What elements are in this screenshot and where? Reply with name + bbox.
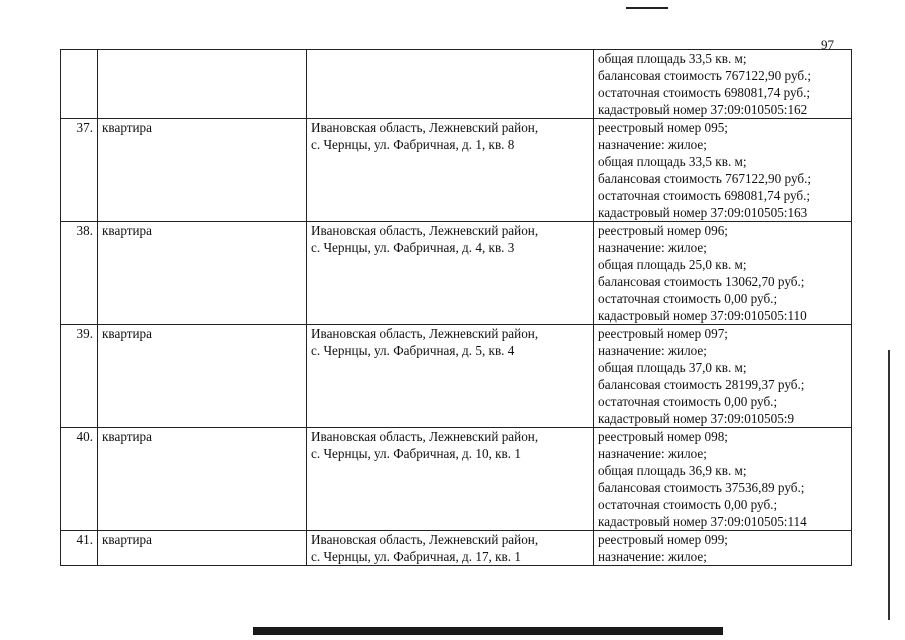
detail-line: кадастровый номер 37:09:010505:110	[598, 308, 807, 323]
detail-line: общая площадь 33,5 кв. м;	[598, 154, 747, 169]
details-cell	[594, 531, 852, 566]
detail-line: кадастровый номер 37:09:010505:114	[598, 514, 807, 529]
detail-line: реестровый номер 095;	[598, 120, 728, 135]
object-type: квартира	[98, 119, 307, 222]
address-line: с. Чернцы, ул. Фабричная, д. 17, кв. 1	[311, 549, 521, 564]
detail-line: реестровый номер 098;	[598, 429, 728, 444]
detail-line: балансовая стоимость 13062,70 руб.;	[598, 274, 805, 289]
table-row	[61, 531, 852, 566]
object-type: квартира	[98, 531, 307, 566]
detail-line: балансовая стоимость 37536,89 руб.;	[598, 480, 805, 495]
address-cell	[307, 222, 594, 325]
table-row	[61, 428, 852, 531]
address-cell	[307, 50, 594, 119]
object-type: квартира	[98, 325, 307, 428]
detail-line: реестровый номер 096;	[598, 223, 728, 238]
table-row	[61, 325, 852, 428]
address-cell	[307, 119, 594, 222]
address-line: Ивановская область, Лежневский район,	[311, 120, 539, 135]
row-number: 40.	[61, 428, 98, 531]
detail-line: остаточная стоимость 0,00 руб.;	[598, 394, 778, 409]
detail-line: общая площадь 25,0 кв. м;	[598, 257, 747, 272]
property-table-body	[61, 50, 852, 566]
details-cell	[594, 119, 852, 222]
address-cell	[307, 428, 594, 531]
details-cell	[594, 428, 852, 531]
address-cell	[307, 531, 594, 566]
detail-line: назначение: жилое;	[598, 343, 707, 358]
detail-line: кадастровый номер 37:09:010505:9	[598, 411, 795, 426]
scan-top-line	[626, 7, 668, 9]
object-type: квартира	[98, 222, 307, 325]
address-cell	[307, 325, 594, 428]
table-row	[61, 222, 852, 325]
detail-line: общая площадь 37,0 кв. м;	[598, 360, 747, 375]
object-type	[98, 50, 307, 119]
details-cell	[594, 222, 852, 325]
scan-right-edge-mark	[888, 350, 890, 620]
address-line: Ивановская область, Лежневский район,	[311, 326, 539, 341]
address-line: Ивановская область, Лежневский район,	[311, 429, 539, 444]
detail-line: балансовая стоимость 28199,37 руб.;	[598, 377, 805, 392]
details-cell	[594, 50, 852, 119]
detail-line: назначение: жилое;	[598, 549, 707, 564]
row-number: 37.	[61, 119, 98, 222]
address-line: с. Чернцы, ул. Фабричная, д. 4, кв. 3	[311, 240, 515, 255]
detail-line: реестровый номер 097;	[598, 326, 728, 341]
detail-line: назначение: жилое;	[598, 446, 707, 461]
detail-line: кадастровый номер 37:09:010505:163	[598, 205, 808, 220]
row-number	[61, 50, 98, 119]
detail-line: балансовая стоимость 767122,90 руб.;	[598, 171, 812, 186]
row-number: 38.	[61, 222, 98, 325]
detail-line: общая площадь 33,5 кв. м;	[598, 51, 747, 66]
address-line: Ивановская область, Лежневский район,	[311, 223, 539, 238]
table-row	[61, 119, 852, 222]
detail-line: реестровый номер 099;	[598, 532, 728, 547]
detail-line: кадастровый номер 37:09:010505:162	[598, 102, 808, 117]
detail-line: общая площадь 36,9 кв. м;	[598, 463, 747, 478]
detail-line: остаточная стоимость 0,00 руб.;	[598, 291, 778, 306]
details-cell	[594, 325, 852, 428]
address-line: с. Чернцы, ул. Фабричная, д. 5, кв. 4	[311, 343, 515, 358]
detail-line: балансовая стоимость 767122,90 руб.;	[598, 68, 812, 83]
property-table	[60, 49, 852, 566]
table-row	[61, 50, 852, 119]
object-type: квартира	[98, 428, 307, 531]
detail-line: остаточная стоимость 698081,74 руб.;	[598, 188, 811, 203]
row-number: 41.	[61, 531, 98, 566]
page-number: 97	[821, 37, 834, 52]
detail-line: назначение: жилое;	[598, 137, 707, 152]
detail-line: остаточная стоимость 0,00 руб.;	[598, 497, 778, 512]
row-number: 39.	[61, 325, 98, 428]
detail-line: назначение: жилое;	[598, 240, 707, 255]
detail-line: остаточная стоимость 698081,74 руб.;	[598, 85, 811, 100]
scan-bottom-bar	[253, 627, 723, 635]
address-line: Ивановская область, Лежневский район,	[311, 532, 539, 547]
address-line: с. Чернцы, ул. Фабричная, д. 10, кв. 1	[311, 446, 521, 461]
address-line: с. Чернцы, ул. Фабричная, д. 1, кв. 8	[311, 137, 515, 152]
